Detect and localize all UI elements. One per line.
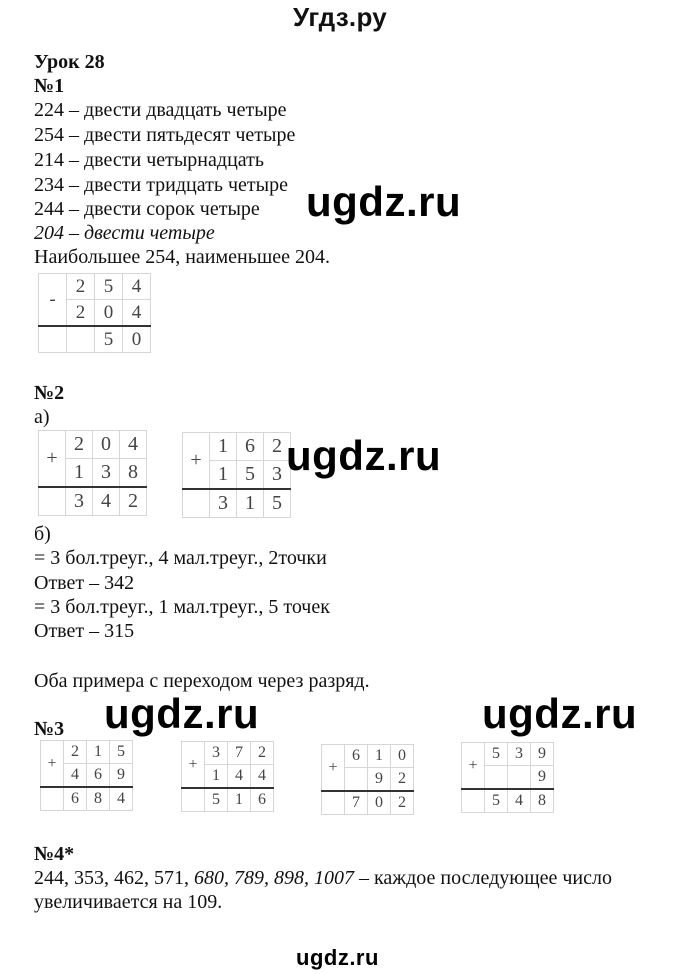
task2-heading: №2 (34, 382, 65, 404)
operator-sign: + (41, 741, 64, 788)
watermark: ugdz.ru (306, 178, 462, 225)
task4-sequence-line: 244, 353, 462, 571, 680, 789, 898, 1007 – каждое последующее число (34, 867, 612, 889)
addition-column: + 6 1 0 9 2 7 0 2 (321, 744, 414, 815)
operator-sign: - (39, 274, 67, 327)
task1-heading: №1 (34, 75, 65, 97)
task1-line: 224 – двести двадцать четыре (34, 99, 287, 121)
operator-sign: + (182, 742, 205, 789)
task1-conclusion: Наибольшее 254, наименьшее 204. (34, 246, 330, 268)
site-title: Угдз.ру (292, 2, 388, 32)
watermark: ugdz.ru (296, 945, 379, 970)
watermark: ugdz.ru (286, 432, 442, 479)
task3-heading: №3 (34, 718, 65, 740)
task2-note: Оба примера с переходом через разряд. (34, 670, 370, 692)
task2-part-b-line: = 3 бол.треуг., 1 мал.треуг., 5 точек (34, 596, 330, 618)
task2-part-a-label: а) (34, 406, 50, 428)
addition-column: + 5 3 9 9 5 4 8 (461, 742, 554, 813)
task2-part-b-line: Ответ – 342 (34, 572, 135, 594)
task1-line: 254 – двести пятьдесят четыре (34, 124, 296, 146)
task4-heading: №4* (34, 843, 75, 865)
addition-column: + 1 6 2 1 5 3 3 1 5 (182, 432, 291, 518)
operator-sign: + (322, 745, 345, 792)
task4-sequence-continued: 680, 789, 898, 1007 (194, 867, 354, 889)
task1-italic-line: 204 – двести четыре (34, 222, 215, 244)
addition-column: + 3 7 2 1 4 4 5 1 6 (181, 741, 274, 812)
lesson-title: Урок 28 (34, 51, 105, 73)
task2-part-b-label: б) (34, 523, 51, 545)
operator-sign: + (183, 433, 210, 490)
task1-line: 234 – двести тридцать четыре (34, 174, 288, 196)
task4-explanation: увеличивается на 109. (34, 891, 223, 913)
task2-part-b-line: = 3 бол.треуг., 4 мал.треуг., 2точки (34, 547, 327, 569)
task2-part-b-line: Ответ – 315 (34, 620, 135, 642)
addition-column: + 2 0 4 1 3 8 3 4 2 (38, 430, 147, 516)
addition-column: + 2 1 5 4 6 9 6 8 4 (40, 740, 133, 811)
task1-line: 214 – двести четырнадцать (34, 149, 264, 171)
watermark: ugdz.ru (104, 690, 260, 737)
operator-sign: + (39, 431, 66, 488)
subtraction-column: - 2 5 4 2 0 4 5 0 (38, 273, 151, 353)
operator-sign: + (462, 743, 485, 790)
task1-line: 244 – двести сорок четыре (34, 198, 260, 220)
watermark: ugdz.ru (482, 690, 638, 737)
